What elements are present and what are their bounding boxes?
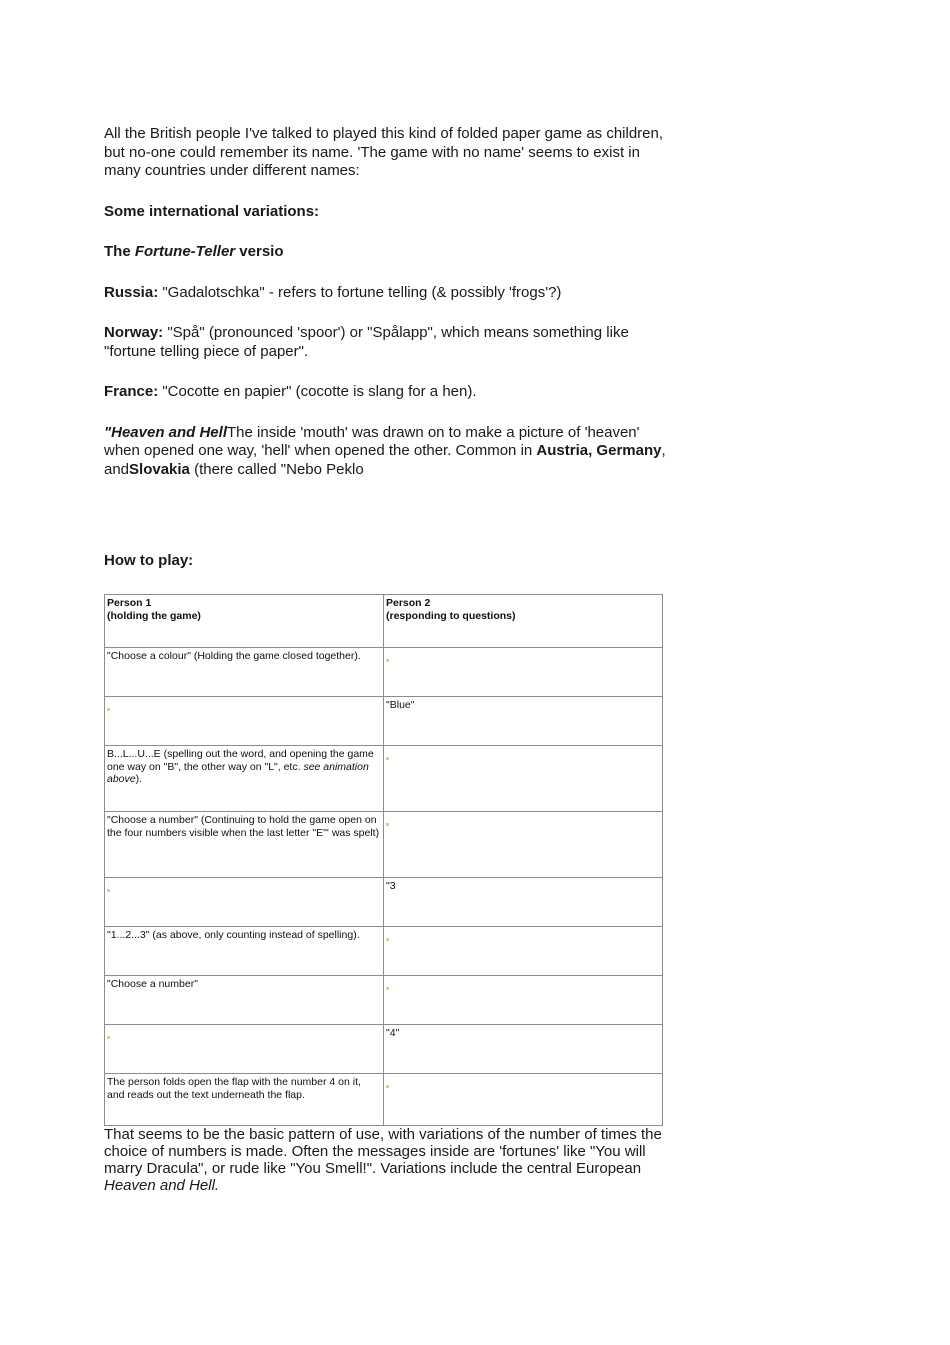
person1-cell: "1...2...3" (as above, only counting instead of spelling). (105, 927, 384, 976)
person1-cell: "Choose a number" (Continuing to hold the game open on the four numbers visible when the last letter "E"' was spelt) (105, 812, 384, 878)
table-row (105, 1074, 663, 1126)
closing-italic: Heaven and Hell. (104, 1177, 220, 1194)
placeholder-dot-icon (107, 708, 110, 711)
person2-cell (384, 812, 663, 878)
person2-cell (384, 976, 663, 1025)
heaven-hell-paragraph (104, 424, 674, 480)
placeholder-dot-icon (386, 757, 389, 760)
person2-cell (384, 927, 663, 976)
person1-cell: The person folds open the flap with the number 4 on it, and reads out the text underneath the flap. (105, 1074, 384, 1126)
country-name: Russia: (104, 283, 159, 301)
table-row (105, 746, 663, 812)
how-to-play-heading: How to play: (104, 552, 194, 569)
fortune-teller-name: Fortune-Teller (134, 243, 236, 260)
person1-cell: "Choose a colour" (Holding the game closed together). (105, 648, 384, 697)
placeholder-dot-icon (386, 659, 389, 662)
placeholder-dot-icon (107, 1036, 110, 1039)
placeholder-dot-icon (107, 889, 110, 892)
table-row (105, 878, 663, 927)
fortune-teller-prefix: The (104, 243, 135, 260)
person2-cell: "Blue" (384, 697, 663, 746)
person1-cell: "Choose a number" (105, 976, 384, 1025)
country-russia (104, 284, 674, 303)
variations-heading: Some international variations: (104, 202, 320, 220)
header-person-1: Person 1 (holding the game) (105, 595, 384, 648)
heaven-hell-text: The inside 'mouth' was drawn on to make a picture of 'heaven' when opened one way, 'hell' when opened the other. Common in (104, 423, 640, 459)
table-row (105, 1025, 663, 1074)
person2-cell: "3 (384, 878, 663, 927)
person1-cell (105, 1025, 384, 1074)
person2-cell (384, 1074, 663, 1126)
heaven-hell-countries: Austria, Germany (536, 442, 662, 459)
heaven-hell-and: , and (104, 442, 666, 478)
person1-cell (105, 697, 384, 746)
table-row (105, 976, 663, 1025)
fortune-teller-heading (104, 243, 674, 262)
person2-cell (384, 648, 663, 697)
placeholder-dot-icon (386, 987, 389, 990)
table-row (105, 697, 663, 746)
country-name: Norway: (104, 324, 164, 341)
person2-cell (384, 746, 663, 812)
country-france (104, 383, 674, 402)
fortune-teller-suffix: versio (235, 243, 284, 260)
table-row (105, 927, 663, 976)
person2-cell: "4" (384, 1025, 663, 1074)
intro-paragraph: All the British people I've talked to played this kind of folded paper game as children, but no-one could remember its name. 'The game with no name' seems to exist in many countries under different names: (104, 125, 664, 179)
country-text: "Gadalotschka" - refers to fortune telling (& possibly 'frogs'?) (158, 283, 562, 301)
table-header-row (105, 595, 663, 648)
heaven-hell-title: "Heaven and Hell (104, 423, 227, 441)
closing-paragraph (104, 1126, 674, 1194)
country-name: France: (104, 383, 159, 400)
country-text: "Cocotte en papier" (cocotte is slang for a hen). (158, 383, 477, 400)
heaven-hell-slovakia: Slovakia (129, 460, 190, 478)
header-person-2: Person 2 (responding to questions) (384, 595, 663, 648)
heaven-hell-tail: (there called "Nebo Peklo (189, 460, 364, 478)
placeholder-dot-icon (386, 1085, 389, 1088)
article-body (104, 125, 674, 479)
placeholder-dot-icon (386, 938, 389, 941)
person1-cell (105, 878, 384, 927)
person1-cell: B...L...U...E (spelling out the word, and opening the game one way on "B", the other way on "L", etc. see animation above). (105, 746, 384, 812)
closing-text: That seems to be the basic pattern of use, with variations of the number of times the choice of numbers is made. Often the messages inside are 'fortunes' like "You will marry Dracula", or rude like "You Smell!". Variations include the central European (104, 1126, 662, 1177)
table-row (105, 648, 663, 697)
country-norway (104, 324, 674, 361)
table-row (105, 812, 663, 878)
how-to-play-table (104, 594, 663, 1126)
country-text: "Spå" (pronounced 'spoor') or "Spålapp", which means something like "fortune telling piece of paper". (104, 324, 629, 360)
placeholder-dot-icon (386, 823, 389, 826)
